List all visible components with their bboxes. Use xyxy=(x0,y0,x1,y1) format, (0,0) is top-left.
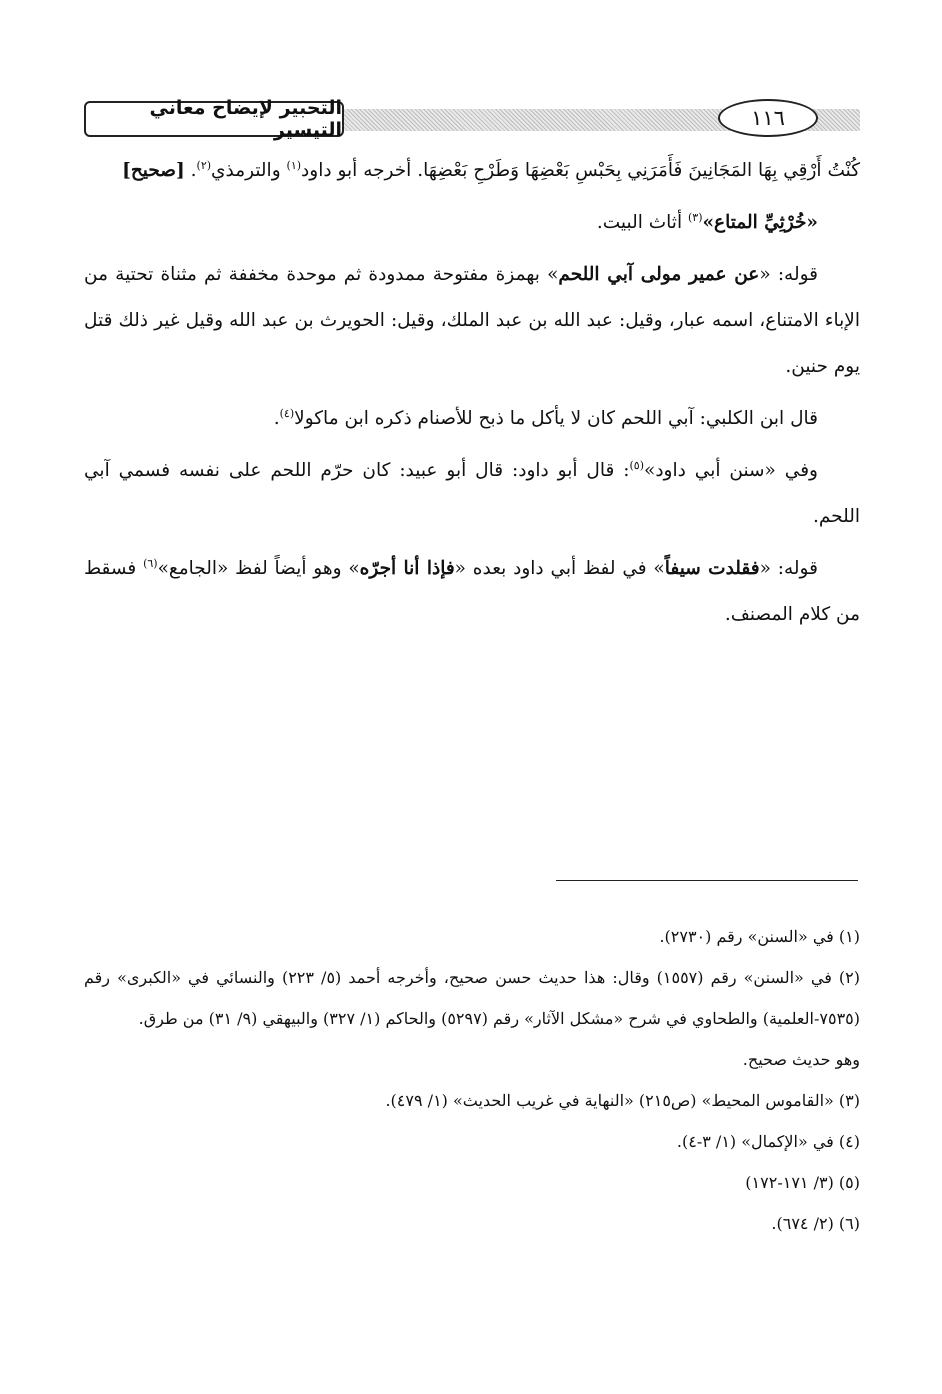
text-span: » في لفظ أبي داود بعده « xyxy=(454,558,665,579)
main-text xyxy=(84,148,860,644)
footnote-divider xyxy=(556,880,858,881)
footnote-1: (١) في «السنن» رقم (٢٧٣٠). xyxy=(659,927,860,946)
footnote-5: (٥) (٣/ ١٧١-١٧٢) xyxy=(745,1173,860,1192)
paragraph-definition xyxy=(84,200,860,246)
page-number: ١١٦ xyxy=(718,99,818,137)
text-span: قوله: « xyxy=(759,264,819,285)
text-span: والترمذي xyxy=(211,160,287,181)
paragraph-commentary-3 xyxy=(84,448,860,540)
footnote-6: (٦) (٢/ ٦٧٤). xyxy=(771,1214,860,1233)
footnote-2-continuation: وهو حديث صحيح. xyxy=(742,1050,860,1069)
text-span: . xyxy=(184,160,197,181)
text-span: : قال أبو داود: قال أبو عبيد: كان حرّم اللحم على نفسه فسمي آبي اللحم. xyxy=(84,460,860,527)
paragraph-commentary-4 xyxy=(84,546,860,638)
footnote-2: (٢) في «السنن» رقم (١٥٥٧) وقال: هذا حديث حسن صحيح، وأخرجه أحمد (٥/ ٢٢٣) والنسائي في «الكبرى» رقم (٧٥٣٥-العلمية) والطحاوي في شرح «مشكل الآثار» رقم (٥٢٩٧) والحاكم (١/ ٣٢٧) والبيهقي (٩/ ٣١) من طرق. xyxy=(84,968,861,1028)
page-header xyxy=(84,97,860,143)
footnote-ref: (١) xyxy=(286,158,302,172)
footnote-ref: (٥) xyxy=(629,458,644,472)
text-span: قال ابن الكلبي: آبي اللحم كان لا يأكل ما ذبح للأصنام ذكره ابن ماكولا xyxy=(294,408,818,429)
quoted-phrase: فقلدت سيفاً xyxy=(664,558,760,579)
footnote-3: (٣) «القاموس المحيط» (ص٢١٥) «النهاية في غريب الحديث» (١/ ٤٧٩). xyxy=(385,1091,860,1110)
paragraph-hadith-end xyxy=(84,148,860,194)
quoted-phrase: فإذا أنا أجرّه xyxy=(359,558,455,579)
defined-term: «خُرْثِيِّ المتاع» xyxy=(702,212,818,233)
hadith-text: كُنْتُ أَرْقِي بِهَا المَجَانِينَ فَأَمَرَنِي بِحَبْسِ بَعْضِهَا وَطَرْحِ بَعْضِهَا. أخرجه أبو داود xyxy=(301,160,860,181)
footnote-ref: (٤) xyxy=(279,406,295,420)
footnote-ref: (٦) xyxy=(143,556,158,570)
text-span: » بهمزة مفتوحة ممدودة ثم موحدة مخففة ثم مثناة تحتية من الإباء الامتناع، اسمه عبار، وقيل: عبد الله بن عبد الملك، وقيل: الحويرث بن عبد الله وقيل غير ذلك قتل يوم حنين. xyxy=(84,264,860,377)
quoted-phrase: عن عمير مولى آبي اللحم xyxy=(558,264,760,285)
paragraph-commentary-2 xyxy=(84,396,860,442)
book-title: التحبير لإيضاح معاني التيسير xyxy=(84,101,344,137)
text-span: فسقط من كلام المصنف. xyxy=(84,558,860,625)
footnote-ref: (٢) xyxy=(196,158,212,172)
text-span: » وهو أيضاً لفظ «الجامع» xyxy=(157,558,360,579)
grade-label: [صحيح] xyxy=(122,160,185,181)
footnotes xyxy=(84,916,860,1244)
text-span: . xyxy=(273,408,280,429)
text-span: وفي «سنن أبي داود» xyxy=(644,460,818,481)
definition-text: أثاث البيت. xyxy=(596,212,688,233)
text-span: قوله: « xyxy=(759,558,818,579)
footnote-ref: (٣) xyxy=(687,210,703,224)
footnote-4: (٤) في «الإكمال» (١/ ٣-٤). xyxy=(676,1132,860,1151)
paragraph-commentary-1 xyxy=(84,252,860,390)
